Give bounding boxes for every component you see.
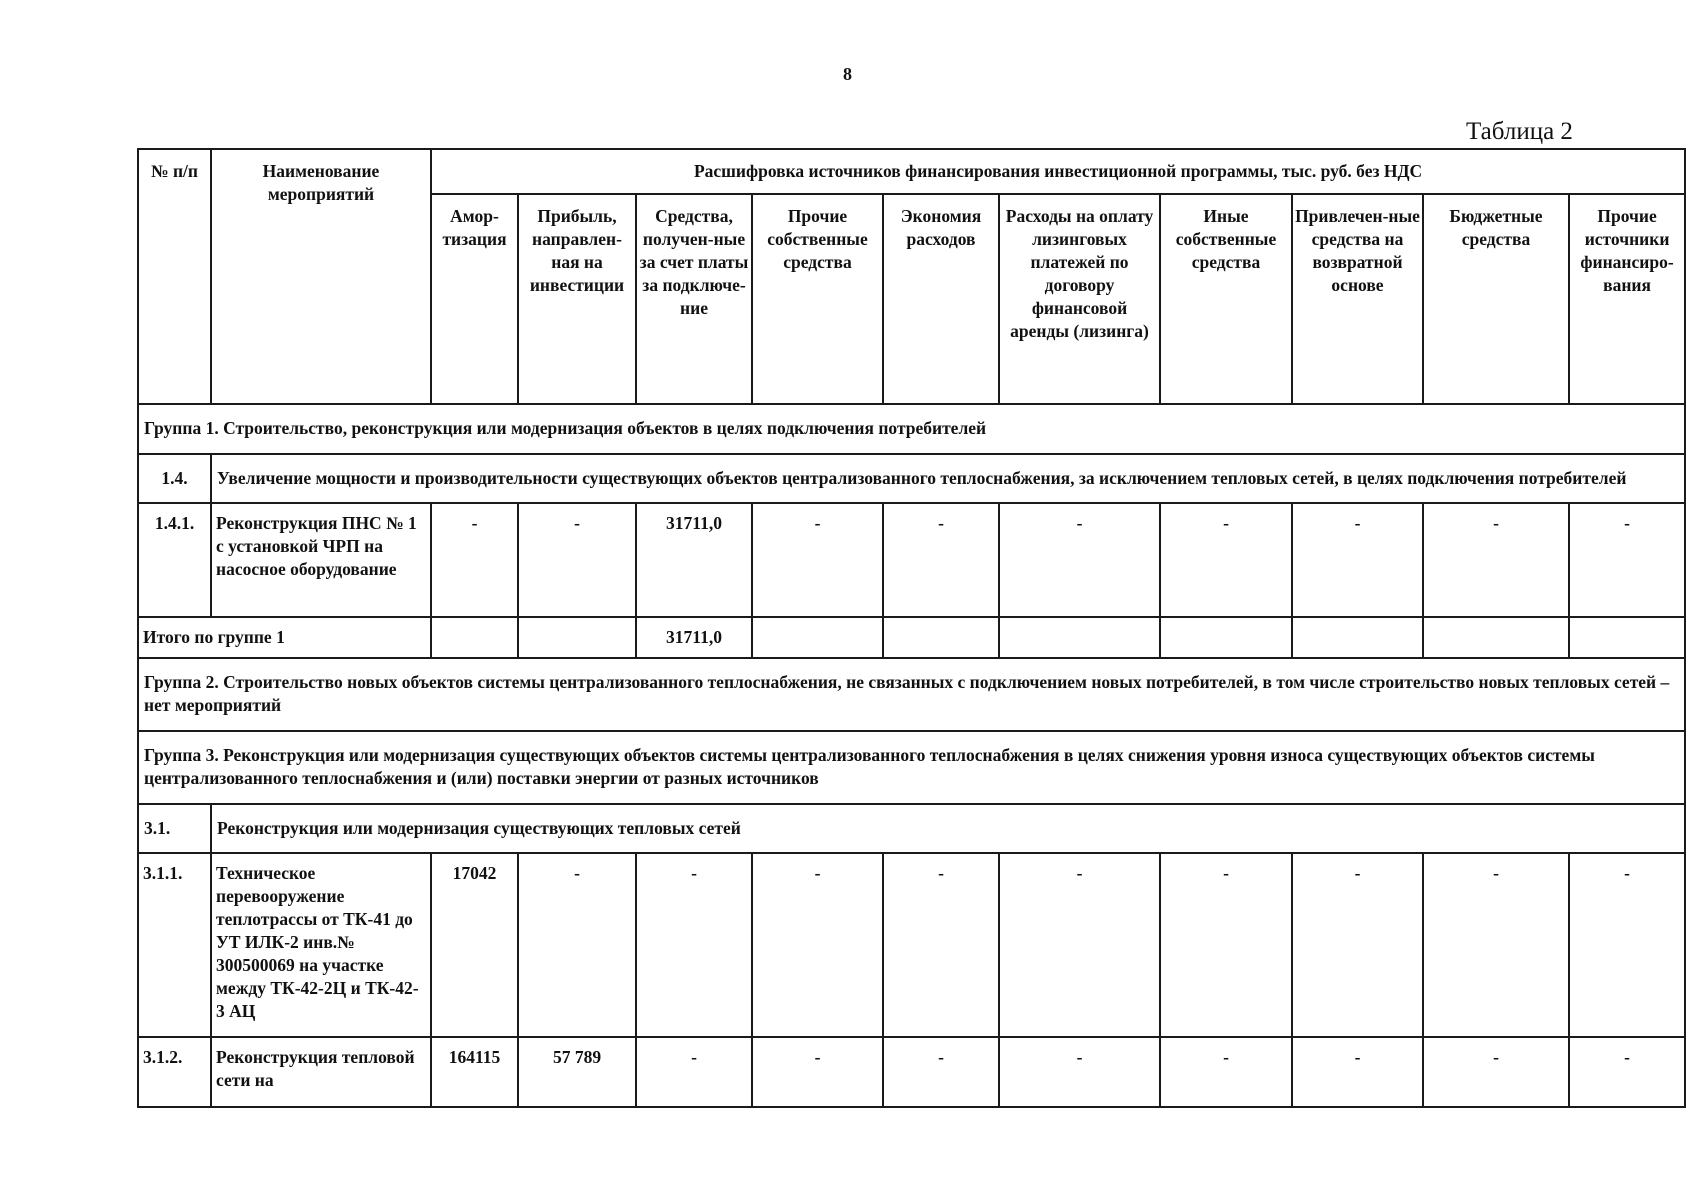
- header-col-other-own-2: Иные собственные средства: [1160, 194, 1292, 404]
- header-name: Наименование мероприятий: [211, 149, 431, 404]
- subsection-title: Увеличение мощности и производительности существующих объектов централизованного теплоснабжения, за исключением тепловых сетей, в целях подключения потребителей: [211, 454, 1685, 503]
- row-num: 3.1.1.: [138, 853, 211, 1037]
- header-col-leasing: Расходы на оплату лизинговых платежей по договору финансовой аренды (лизинга): [999, 194, 1160, 404]
- row-num: 1.4.: [138, 454, 211, 503]
- cell-other-own: -: [752, 1037, 883, 1107]
- cell-profit: -: [518, 853, 636, 1037]
- group-3-title: Группа 3. Реконструкция или модернизация существующих объектов системы централизованного теплоснабжения в целях снижения уровня износа существующих объектов системы централизованного теплоснабжения и (или) поставки энергии от разных источников: [138, 731, 1685, 804]
- group-2-title: Группа 2. Строительство новых объектов системы централизованного теплоснабжения, не связанных с подключением новых потребителей, в том числе строительство новых тепловых сетей – нет мероприятий: [138, 658, 1685, 731]
- cell-other-own-2: -: [1160, 1037, 1292, 1107]
- group-1-title: Группа 1. Строительство, реконструкция или модернизация объектов в целях подключения потребителей: [138, 404, 1685, 454]
- header-col-other-sources: Прочие источники финансиро-вания: [1569, 194, 1685, 404]
- header-col-budget: Бюджетные средства: [1423, 194, 1569, 404]
- cell-budget: -: [1423, 853, 1569, 1037]
- header-col-other-own: Прочие собственные средства: [752, 194, 883, 404]
- total-other-sources: [1569, 617, 1685, 658]
- cell-connection-fee: -: [636, 853, 752, 1037]
- cell-amortization: -: [431, 503, 518, 617]
- total-amortization: [431, 617, 518, 658]
- header-col-savings: Экономия расходов: [883, 194, 999, 404]
- total-savings: [883, 617, 999, 658]
- cell-connection-fee: 31711,0: [636, 503, 752, 617]
- cell-leasing: -: [999, 503, 1160, 617]
- row-num: 1.4.1.: [138, 503, 211, 617]
- cell-budget: -: [1423, 503, 1569, 617]
- total-other-own: [752, 617, 883, 658]
- table-row-1-4-1: [138, 503, 1685, 617]
- cell-borrowed: -: [1292, 503, 1423, 617]
- cell-savings: -: [883, 1037, 999, 1107]
- cell-connection-fee: -: [636, 1037, 752, 1107]
- cell-other-own-2: -: [1160, 503, 1292, 617]
- row-name: Реконструкция ПНС № 1 с установкой ЧРП на насосное оборудование: [211, 503, 431, 617]
- total-label: Итого по группе 1: [138, 617, 431, 658]
- cell-other-sources: -: [1569, 1037, 1685, 1107]
- header-num: № п/п: [138, 149, 211, 404]
- total-profit: [518, 617, 636, 658]
- cell-borrowed: -: [1292, 853, 1423, 1037]
- cell-savings: -: [883, 853, 999, 1037]
- cell-borrowed: -: [1292, 1037, 1423, 1107]
- table-row-3-1-2: [138, 1037, 1685, 1107]
- header-col-borrowed: Привлечен-ные средства на возвратной основе: [1292, 194, 1423, 404]
- cell-other-own: -: [752, 503, 883, 617]
- total-row-group-1: [138, 617, 1685, 658]
- cell-budget: -: [1423, 1037, 1569, 1107]
- financing-table: [137, 148, 1686, 1108]
- row-name: Реконструкция тепловой сети на: [211, 1037, 431, 1107]
- row-num: 3.1.2.: [138, 1037, 211, 1107]
- subsection-title: Реконструкция или модернизация существующих тепловых сетей: [211, 804, 1685, 853]
- header-col-profit: Прибыль, направлен-ная на инвестиции: [518, 194, 636, 404]
- row-name: Техническое перевооружение теплотрассы от ТК-41 до УТ ИЛК-2 инв.№ 300500069 на участке между ТК-42-2Ц и ТК-42-3 АЦ: [211, 853, 431, 1037]
- cell-leasing: -: [999, 1037, 1160, 1107]
- cell-other-own-2: -: [1160, 853, 1292, 1037]
- header-row-main: [138, 149, 1685, 194]
- table-caption: Таблица 2: [1466, 118, 1573, 145]
- total-budget: [1423, 617, 1569, 658]
- total-connection-fee: 31711,0: [636, 617, 752, 658]
- cell-profit: 57 789: [518, 1037, 636, 1107]
- cell-profit: -: [518, 503, 636, 617]
- cell-other-sources: -: [1569, 503, 1685, 617]
- header-col-connection-fee: Средства, получен-ные за счет платы за подключе-ние: [636, 194, 752, 404]
- cell-leasing: -: [999, 853, 1160, 1037]
- page-number: 8: [843, 64, 852, 84]
- row-num: 3.1.: [138, 804, 211, 853]
- cell-other-own: -: [752, 853, 883, 1037]
- group-row-3: [138, 731, 1685, 804]
- cell-other-sources: -: [1569, 853, 1685, 1037]
- subsection-row-3-1: [138, 804, 1685, 853]
- table-row-3-1-1: [138, 853, 1685, 1037]
- subsection-row-1-4: [138, 454, 1685, 503]
- group-row-1: [138, 404, 1685, 454]
- total-borrowed: [1292, 617, 1423, 658]
- cell-savings: -: [883, 503, 999, 617]
- total-other-own-2: [1160, 617, 1292, 658]
- group-row-2: [138, 658, 1685, 731]
- cell-amortization: 164115: [431, 1037, 518, 1107]
- header-col-amortization: Амор-тизация: [431, 194, 518, 404]
- total-leasing: [999, 617, 1160, 658]
- cell-amortization: 17042: [431, 853, 518, 1037]
- header-sources-title: Расшифровка источников финансирования инвестиционной программы, тыс. руб. без НДС: [431, 149, 1685, 194]
